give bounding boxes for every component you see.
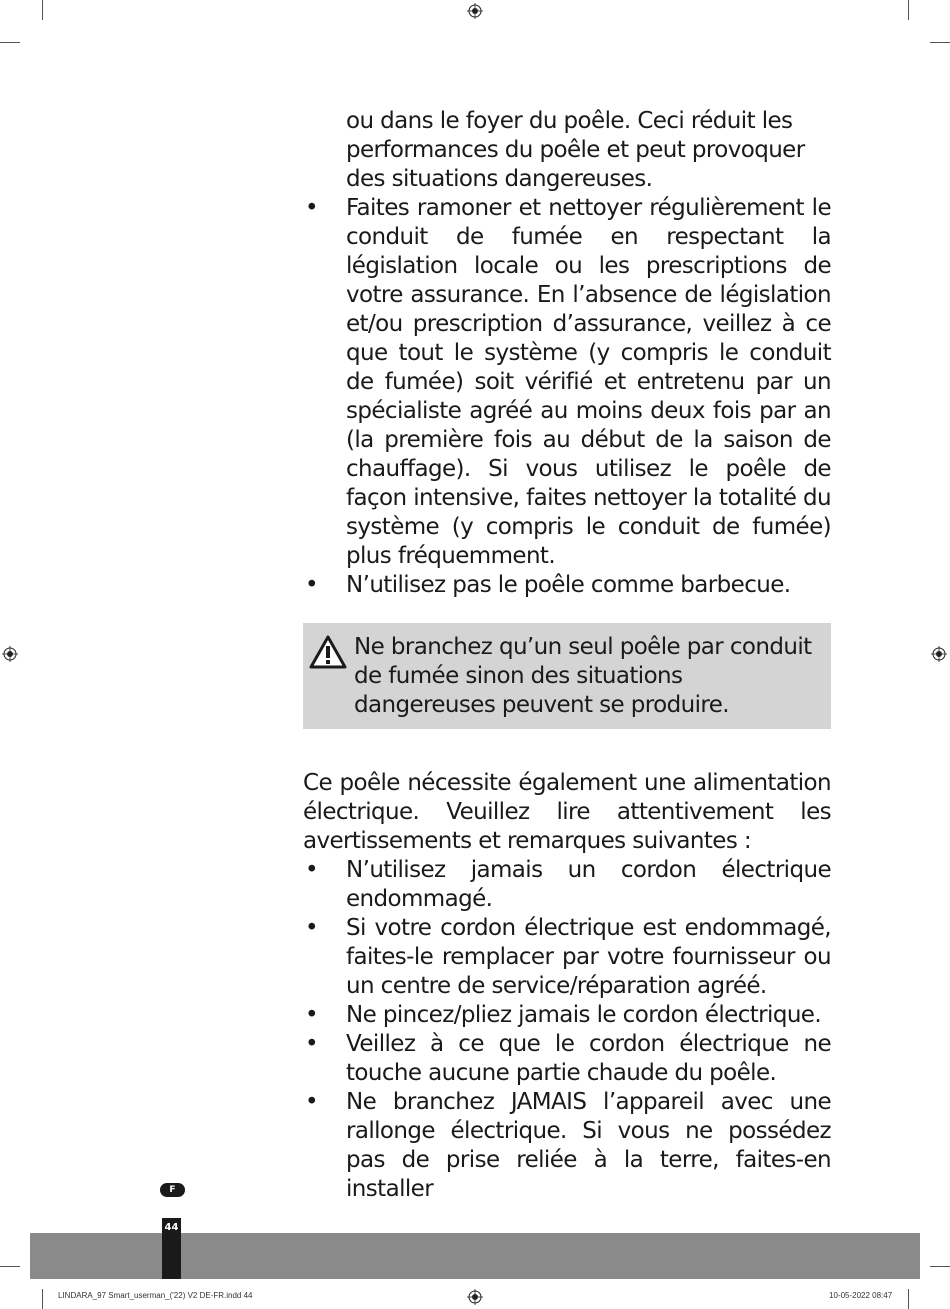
language-badge: F (160, 1183, 185, 1197)
warning-box (303, 623, 831, 729)
list-item-text: Ne branchez JAMAIS l’appareil avec une rallonge électrique. Si vous ne possédez pas de prise reliée à la terre, faites-en installer (346, 1089, 831, 1202)
safety-list (303, 194, 831, 600)
bullet: • (305, 857, 318, 883)
crop-mark (42, 0, 43, 20)
crop-mark (930, 42, 950, 43)
slug-file: LINDARA_97 Smart_userman_('22) V2 DE-FR.indd 44 (58, 1291, 253, 1300)
registration-mark-icon (467, 3, 483, 19)
bullet: • (305, 195, 318, 221)
list-item (303, 571, 831, 600)
electrical-list (303, 856, 831, 1204)
list-item-text: Faites ramoner et nettoyer régulièrement le conduit de fumée en respectant la législation locale ou les prescriptions de votre assurance. En l’absence de législation et/ou prescription d’assurance, veillez à ce que tout le système (y compris le conduit de fumée) soit vérifié et entretenu par un spécialiste agréé au moins deux fois par an (la première fois au début de la saison de chauffage). Si vous utilisez le poêle de façon intensive, faites nettoyer la totalité du système (y compris le conduit de fumée) plus fréquemment. (346, 195, 831, 569)
list-item-text: N’utilisez pas le poêle comme barbecue. (346, 572, 791, 598)
list-item-text: N’utilisez jamais un cordon électrique endommagé. (346, 857, 831, 912)
crop-mark (908, 0, 909, 20)
crop-mark (0, 42, 20, 43)
registration-mark-icon (2, 646, 18, 662)
intro-paragraph: Ce poêle nécessite également une alimentation électrique. Veuillez lire attentivement les avertissements et remarques suivantes : (303, 770, 831, 854)
list-item (303, 194, 831, 571)
list-item (303, 856, 831, 914)
crop-mark (908, 1289, 909, 1309)
list-item-text: Veillez à ce que le cordon électrique ne touche aucune partie chaude du poêle. (346, 1031, 831, 1086)
bullet: • (305, 1089, 318, 1115)
bullet: • (305, 915, 318, 941)
list-item-text: Ne pincez/pliez jamais le cordon électrique. (346, 1002, 822, 1028)
bullet: • (305, 1002, 318, 1028)
warning-triangle-icon (309, 635, 347, 669)
list-item (303, 1001, 831, 1030)
list-item-text: Si votre cordon électrique est endommagé, faites-le remplacer par votre fournisseur ou un centre de service/réparation agréé. (346, 915, 831, 999)
crop-mark (930, 1266, 950, 1267)
bullet: • (305, 572, 318, 598)
continued-paragraph (303, 107, 831, 194)
main-text (303, 107, 831, 1204)
text-line: ou dans le foyer du poêle. Ceci réduit les (346, 108, 793, 134)
crop-mark (42, 1289, 43, 1309)
warning-text: Ne branchez qu’un seul poêle par conduit de fumée sinon des situations dangereuses peuvent se produire. (354, 634, 812, 718)
page-number: 44 (162, 1218, 181, 1279)
text-line: performances du poêle et peut provoquer (346, 137, 805, 163)
bullet: • (305, 1031, 318, 1057)
list-item (303, 1030, 831, 1088)
registration-mark-icon (931, 646, 947, 662)
list-item (303, 914, 831, 1001)
slug-date: 10-05-2022 08:47 (829, 1291, 893, 1300)
list-item (303, 1088, 831, 1204)
crop-mark (0, 1266, 20, 1267)
registration-mark-icon (467, 1289, 483, 1305)
text-line: des situations dangereuses. (346, 166, 653, 192)
